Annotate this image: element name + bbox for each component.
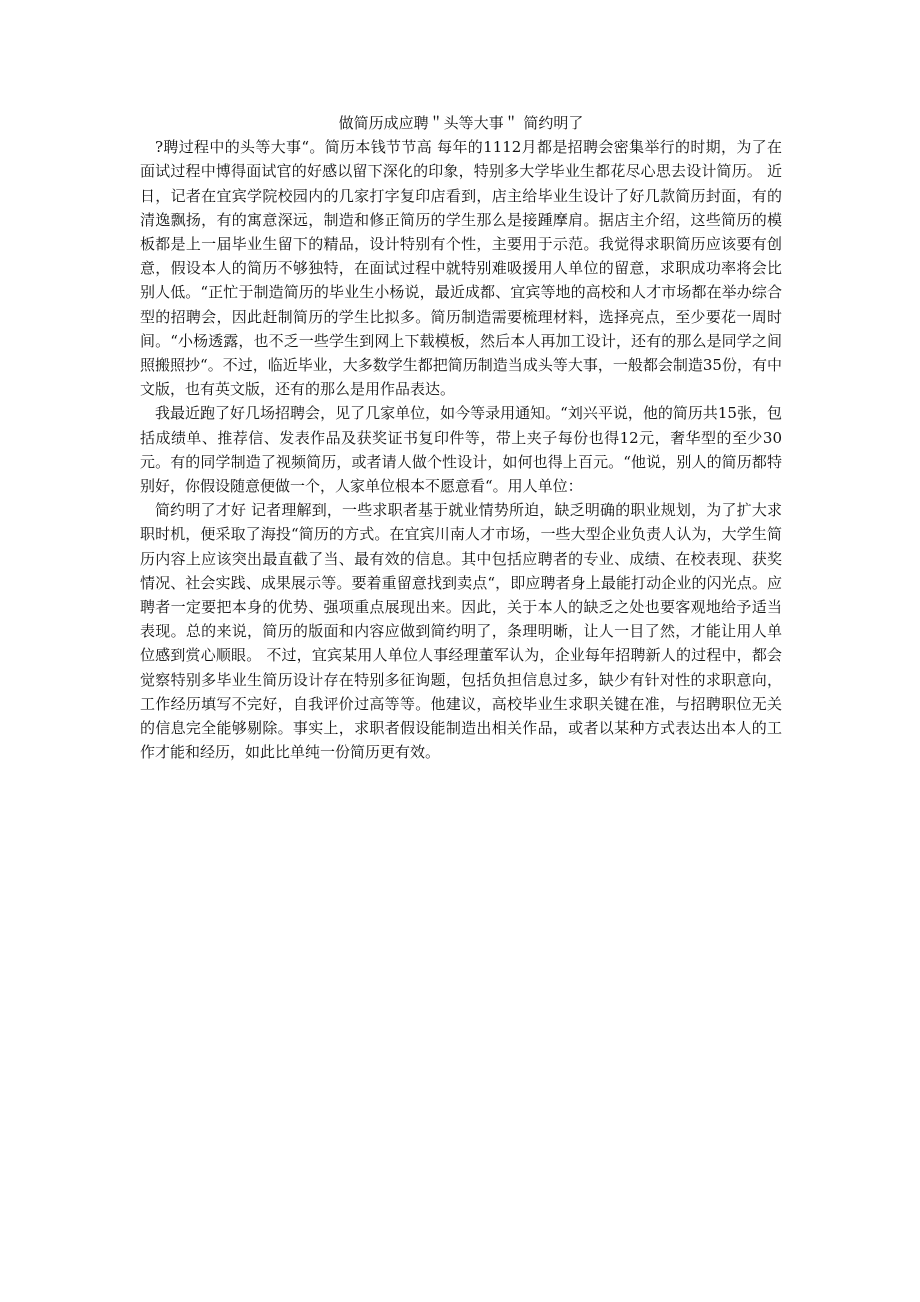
document-body: [140, 111, 782, 764]
paragraph-1: ?聘过程中的头等大事“。简历本钱节节高 每年的1112月都是招聘会密集举行的时期，为了在面试过程中博得面试官的好感以留下深化的印象，特别多大学毕业生都花尽心思去设计简历。 近日，记者在宜宾学院校园内的几家打字复印店看到，店主给毕业生设计了好几款简历封面，有的清逸飘扬，有的寓意深远，制造和修正简历的学生那么是接踵摩肩。据店主介绍，这些简历的模板都是上一届毕业生留下的精品，设计特别有个性，主要用于示范。我觉得求职简历应该要有创意，假设本人的简历不够独特，在面试过程中就特别难吸援用人单位的留意，求职成功率将会比别人低。“正忙于制造简历的毕业生小杨说，最近成都、宜宾等地的高校和人才市场都在举办综合型的招聘会，因此赶制简历的学生比拟多。简历制造需要梳理材料，选择亮点，至少要花一周时间。“小杨透露，也不乏一些学生到网上下载模板，然后本人再加工设计，还有的那么是同学之间照搬照抄“。不过，临近毕业，大多数学生都把简历制造当成头等大事，一般都会制造35份，有中文版，也有英文版，还有的那么是用作品表达。: [140, 138, 782, 399]
document-title: 做简历成应聘＂头等大事＂ 简约明了: [338, 114, 584, 132]
paragraph-2: 我最近跑了好几场招聘会，见了几家单位，如今等录用通知。“刘兴平说，他的简历共15张，包括成绩单、推荐信、发表作品及获奖证书复印件等，带上夹子每份也得12元，奢华型的至少30元。有的同学制造了视频简历，或者请人做个性设计，如何也得上百元。“他说，别人的简历都特别好，你假设随意便做一个，人家单位根本不愿意看“。用人单位：: [140, 404, 782, 496]
paragraph-3: 简约明了才好 记者理解到，一些求职者基于就业情势所迫，缺乏明确的职业规划，为了扩大求职时机，便采取了海投“简历的方式。在宜宾川南人才市场，一些大型企业负责人认为，大学生简历内容上应该突出最直截了当、最有效的信息。其中包括应聘者的专业、成绩、在校表现、获奖情况、社会实践、成果展示等。要着重留意找到卖点“，即应聘者身上最能打动企业的闪光点。应聘者一定要把本身的优势、强项重点展现出来。因此，关于本人的缺乏之处也要客观地给予适当表现。总的来说，简历的版面和内容应做到简约明了，条理明晰，让人一目了然，才能让用人单位感到赏心顺眼。 不过，宜宾某用人单位人事经理董军认为，企业每年招聘新人的过程中，都会觉察特别多毕业生简历设计存在特别多征询题，包括负担信息过多，缺少有针对性的求职意向，工作经历填写不完好，自我评价过高等等。他建议，高校毕业生求职关键在准，与招聘职位无关的信息完全能够剔除。事实上，求职者假设能制造出相关作品，或者以某种方式表达出本人的工作才能和经历，如此比单纯一份简历更有效。: [140, 501, 782, 762]
